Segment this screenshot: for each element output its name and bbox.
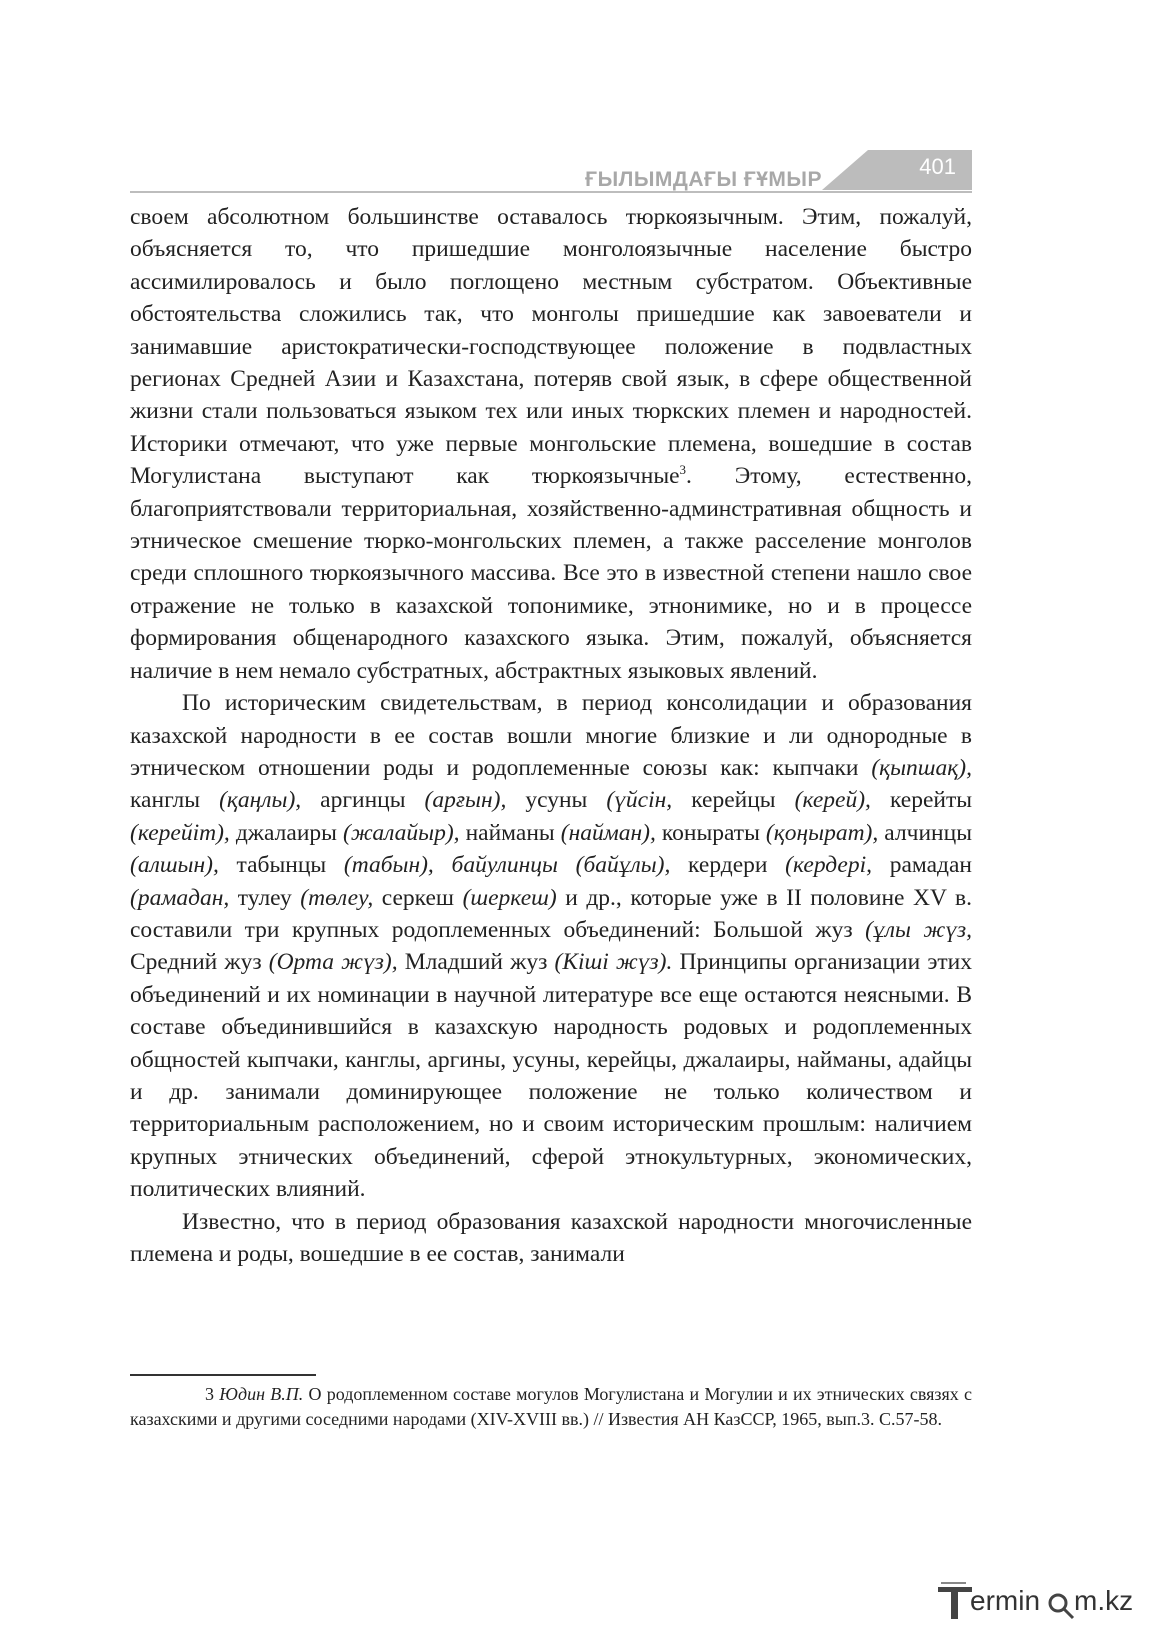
footnote-author: Юдин В.П. — [219, 1384, 304, 1404]
text-run — [434, 852, 452, 878]
ethnonym-term: (керей), — [794, 787, 871, 814]
header-rule — [130, 191, 972, 193]
text-run: серкеш — [373, 884, 463, 911]
text-run: усуны — [506, 787, 607, 814]
text-run: алчинцы — [878, 819, 973, 846]
text-run: Средний жуз — [130, 949, 269, 976]
ethnonym-term: (шеркеш) — [462, 884, 557, 911]
text-run: кердери — [670, 852, 786, 879]
ethnonym-term: (төлеу, — [300, 884, 374, 911]
running-title: ҒЫЛЫМДАҒЫ ҒҰМЫР — [585, 168, 822, 191]
site-watermark — [936, 1581, 1146, 1625]
ethnonym-term: (кердері, — [785, 852, 873, 879]
text-run: Младший жуз — [397, 949, 555, 976]
running-header — [130, 150, 972, 194]
ethnonym-term: (алшын), — [130, 852, 219, 879]
ethnonym-term: (Орта жүз), — [268, 949, 398, 976]
ethnonym-term: (керейіт), — [130, 819, 230, 846]
text-run: найманы — [459, 819, 561, 846]
footnote-rule — [130, 1374, 316, 1376]
ethnonym-term: (арғын), — [424, 787, 507, 814]
text-run: канглы — [130, 787, 220, 814]
text-run: аргинцы — [301, 787, 425, 814]
watermark-text-left: ermin — [970, 1585, 1041, 1616]
ethnonym-term: (найман), — [560, 819, 656, 846]
text-run: коныраты — [655, 819, 766, 846]
ethnonym-term: байулинцы (байұлы), — [451, 852, 671, 879]
paragraph — [130, 687, 972, 1206]
text-run: Принципы организации этих объединений и их номинации в научной литературе все еще остаются неясными. В составе объединившийся в казахскую народность родовых и родоплеменных общностей кыпчаки, канглы, аргины, усуны, керейцы, джалаиры, найманы, адайцы и др. занимали доминирующее положение не только количеством и территориальным расположением, но и своим историческим прошлым: наличием крупных этнических объединений, сферой этнокультурных, экономических, политических влияний. — [130, 949, 973, 1203]
paragraph — [130, 201, 972, 687]
watermark-magnifier-icon — [1046, 1591, 1076, 1621]
footnote-number: 3 — [205, 1384, 214, 1404]
ethnonym-term: (ұлы жүз, — [865, 916, 972, 943]
watermark-text-right: m.kz — [1074, 1585, 1134, 1616]
text-run: керейты — [870, 787, 973, 814]
footnote-ref: 3 — [679, 462, 687, 478]
paragraph — [130, 1206, 972, 1271]
text-run: Известно, что в период образования казахской народности многочисленные племена и роды, вошедшие в ее состав, занимали — [130, 1208, 972, 1267]
ethnonym-term: (рамадан, — [130, 884, 230, 911]
ethnonym-term: (үйсін, — [606, 787, 673, 814]
page-number-tab — [822, 150, 972, 190]
text-run: керейцы — [672, 787, 795, 814]
text-run: По историческим свидетельствам, в период консолидации и образования казахской народности в ее состав вошли многие близкие и ли однородные в этническом отношении роды и родоплеменные союзы как: кыпчаки — [130, 690, 972, 781]
ethnonym-term: (қоңырат), — [765, 819, 879, 846]
ethnonym-term: (жалайыр), — [343, 819, 460, 846]
text-run: джалаиры — [229, 819, 344, 846]
footnote-text: О родоплеменном составе могулов Могулистана и Могулии и их этнических связях с казахскими и другими соседними народами (XIV-XVIII вв.) // Известия АН КазССР, 1965, вып.3. С.57-58. — [130, 1384, 973, 1429]
ethnonym-term: (қаңлы), — [219, 787, 302, 814]
ethnonym-term: (қыпшақ), — [871, 754, 972, 781]
text-run: и др., которые уже в II половине XV в. составили три крупных родоплеменных объединений: Большой жуз — [130, 884, 972, 943]
text-run: своем абсолютном большинстве оставалось тюркоязычным. Этим, пожалуй, объясняется то, что пришедшие монголоязычные население быстро ассимилировалось и было поглощено местным субстратом. Объективные обстоятельства сложились так, что монголы пришедшие как завоеватели и занимавшие аристократически-господствующее положение в подвластных регионах Средней Азии и Казахстана, потеряв свой язык, в сфере общественной жизни стали пользоваться языком тех или иных тюркских племен и народностей. Историки отмечают, что уже первые монгольские племена, вошедшие в состав Могулистана выступают как тюркоязычные — [130, 204, 972, 490]
footnote — [130, 1382, 972, 1432]
text-run: тулеу — [229, 884, 301, 911]
page-number: 401 — [919, 154, 956, 179]
text-run: табынцы — [218, 852, 344, 879]
text-run: . Этому, естественно, благоприятствовали территориальная, хозяйственно-админстративная общность и этническое смешение тюрко-монгольских племен, а также расселение монголов среди сплошного тюркоязычного массива. Все это в известной степени нашло свое отражение не только в казахской топонимике, этнонимике, но и в процессе формирования общенародного казахского языка. Этим, пожалуй, объясняется наличие в нем немало субстратных, абстрактных языковых явлений. — [130, 463, 972, 684]
body-text — [130, 201, 972, 1270]
ethnonym-term: (табын), — [343, 852, 434, 879]
ethnonym-term: (Кіші жүз). — [554, 949, 673, 976]
text-run: рамадан — [872, 852, 972, 879]
